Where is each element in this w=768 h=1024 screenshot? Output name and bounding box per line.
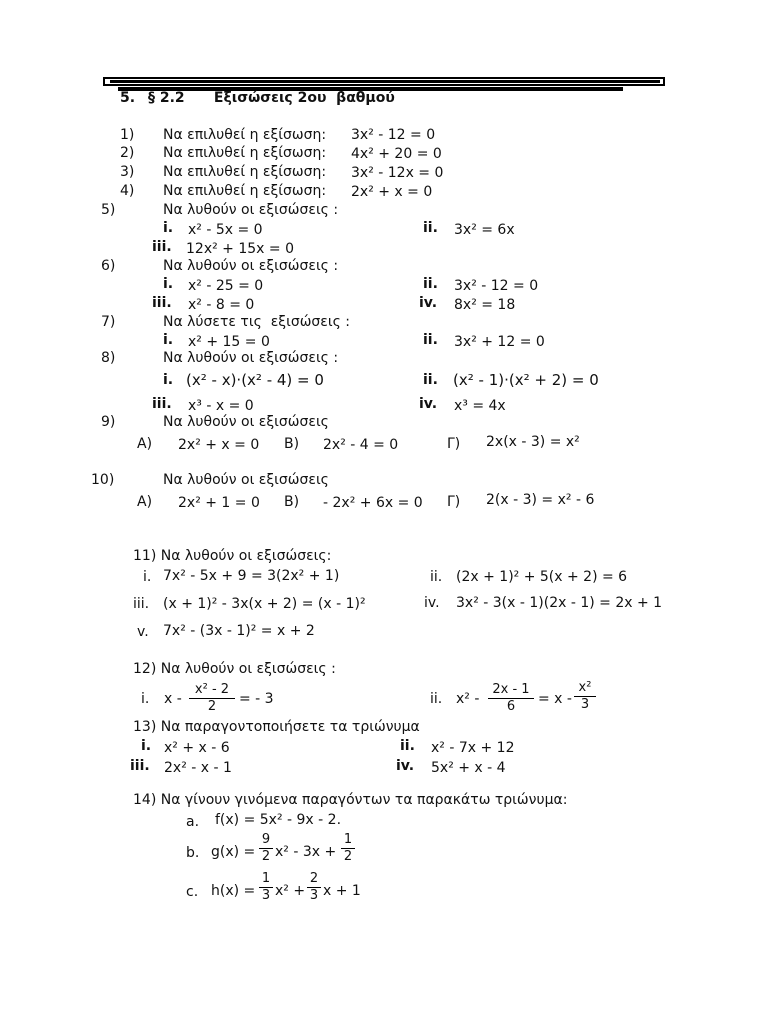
- sub-label: c.: [186, 884, 199, 900]
- item-number: 9): [101, 414, 116, 430]
- equation-part: x² -: [456, 691, 480, 707]
- denominator: 3: [580, 697, 590, 712]
- header-rule: [110, 80, 660, 83]
- denominator: 2: [207, 699, 217, 714]
- equation: 2(x - 3) = x² - 6: [486, 492, 595, 508]
- fraction: [259, 872, 273, 903]
- equation: 2x² - 4 = 0: [323, 437, 399, 453]
- equation: x² - 5x = 0: [188, 222, 263, 238]
- section-title: § 2.2 Εξισώσεις 2ου βαθμού: [148, 90, 395, 106]
- equation: - 2x² + 6x = 0: [323, 495, 423, 511]
- sub-label: iv.: [419, 295, 438, 311]
- sub-label: iii.: [130, 758, 150, 774]
- sub-label: ii.: [423, 332, 438, 348]
- sub-label: i.: [141, 738, 152, 754]
- equation: x² - 7x + 12: [431, 740, 515, 756]
- equation: 2x(x - 3) = x²: [486, 434, 580, 450]
- item-text: Να επιλυθεί η εξίσωση:: [163, 127, 327, 143]
- sub-label: Γ): [447, 494, 461, 510]
- item-text: Να λυθούν οι εξισώσεις: [163, 414, 329, 430]
- sub-label: iii.: [133, 596, 150, 612]
- equation: 3x² - 12x = 0: [351, 165, 444, 181]
- equation-part: g(x) =: [211, 844, 256, 860]
- sub-label: i.: [163, 372, 174, 388]
- item-number: 3): [120, 164, 135, 180]
- fraction: [307, 872, 321, 903]
- item-text: Να λυθούν οι εξισώσεις :: [163, 350, 339, 366]
- sub-label: iv.: [396, 758, 415, 774]
- equation: 3x² - 12 = 0: [454, 278, 539, 294]
- sub-label: v.: [137, 624, 149, 640]
- equation: x² + 15 = 0: [188, 334, 270, 350]
- item-text: 14) Να γίνουν γινόμενα παραγόντων τα παρακάτω τριώνυμα:: [133, 792, 568, 808]
- sub-label: iii.: [152, 396, 172, 412]
- item-text: 12) Να λυθούν οι εξισώσεις :: [133, 661, 336, 677]
- item-number: 7): [101, 314, 116, 330]
- sub-label: a.: [186, 814, 200, 830]
- fraction: [189, 683, 235, 714]
- item-text: Να επιλυθεί η εξίσωση:: [163, 164, 327, 180]
- equation-part: x² - 3x +: [275, 844, 337, 860]
- denominator: 3: [309, 888, 319, 903]
- equation-part: = x -: [538, 691, 572, 707]
- numerator: 1: [343, 832, 353, 847]
- item-text: Να λύσετε τις εξισώσεις :: [163, 314, 350, 330]
- sub-label: b.: [186, 845, 200, 861]
- item-text: 11) Να λυθούν οι εξισώσεις:: [133, 548, 332, 564]
- sub-label: ii.: [423, 372, 438, 388]
- sub-label: iv.: [419, 396, 438, 412]
- equation: 2x² + x = 0: [178, 437, 260, 453]
- sub-label: i.: [163, 332, 174, 348]
- equation-part: = - 3: [239, 691, 274, 707]
- item-number: 8): [101, 350, 116, 366]
- equation: x³ - x = 0: [188, 398, 254, 414]
- sub-label: iii.: [152, 295, 172, 311]
- numerator: 9: [261, 832, 271, 847]
- sub-label: Α): [137, 494, 153, 510]
- denominator: 2: [261, 849, 271, 864]
- item-number: 4): [120, 183, 135, 199]
- item-text: Να επιλυθεί η εξίσωση:: [163, 183, 327, 199]
- equation: 4x² + 20 = 0: [351, 146, 442, 162]
- fraction: [488, 683, 534, 714]
- equation: 8x² = 18: [454, 297, 516, 313]
- item-text: Να λυθούν οι εξισώσεις :: [163, 258, 339, 274]
- fraction: [259, 833, 273, 864]
- sub-label: Β): [284, 494, 300, 510]
- item-number: 10): [91, 472, 115, 488]
- equation: x² - 25 = 0: [188, 278, 264, 294]
- equation: x² + x - 6: [164, 740, 230, 756]
- equation-part: x + 1: [323, 883, 361, 899]
- equation: (x² - 1)·(x² + 2) = 0: [453, 371, 599, 389]
- equation: 3x² - 12 = 0: [351, 127, 436, 143]
- item-text: 13) Να παραγοντοποιήσετε τα τριώνυμα: [133, 719, 420, 735]
- section-number: 5.: [120, 90, 136, 106]
- item-text: Να λυθούν οι εξισώσεις: [163, 472, 329, 488]
- numerator: 1: [261, 871, 271, 886]
- numerator: 2: [309, 871, 319, 886]
- equation: 3x² + 12 = 0: [454, 334, 545, 350]
- equation: (x + 1)² - 3x(x + 2) = (x - 1)²: [163, 596, 366, 612]
- sub-label: iv.: [424, 595, 440, 611]
- equation: 2x² - x - 1: [164, 760, 232, 776]
- equation: x³ = 4x: [454, 398, 506, 414]
- sub-label: i.: [143, 569, 152, 585]
- numerator: x²: [578, 680, 592, 695]
- equation: f(x) = 5x² - 9x - 2.: [215, 812, 342, 828]
- sub-label: ii.: [423, 276, 438, 292]
- equation: 3x² - 3(x - 1)(2x - 1) = 2x + 1: [456, 595, 663, 611]
- sub-label: ii.: [430, 569, 443, 585]
- fraction: [574, 681, 596, 712]
- denominator: 6: [506, 699, 516, 714]
- item-number: 6): [101, 258, 116, 274]
- equation: x² - 8 = 0: [188, 297, 255, 313]
- item-number: 5): [101, 202, 116, 218]
- equation: (2x + 1)² + 5(x + 2) = 6: [456, 569, 628, 585]
- equation: 7x² - 5x + 9 = 3(2x² + 1): [163, 568, 340, 584]
- sub-label: i.: [163, 220, 174, 236]
- denominator: 3: [261, 888, 271, 903]
- equation: 7x² - (3x - 1)² = x + 2: [163, 623, 315, 639]
- sub-label: Α): [137, 436, 153, 452]
- equation: (x² - x)·(x² - 4) = 0: [186, 371, 324, 389]
- sub-label: Γ): [447, 436, 461, 452]
- equation: 3x² = 6x: [454, 222, 515, 238]
- fraction: [341, 833, 355, 864]
- sub-label: ii.: [400, 738, 415, 754]
- equation: 2x² + 1 = 0: [178, 495, 260, 511]
- equation: 12x² + 15x = 0: [186, 241, 294, 257]
- equation-part: x -: [164, 691, 182, 707]
- sub-label: ii.: [423, 220, 438, 236]
- sub-label: i.: [141, 691, 150, 707]
- equation-part: h(x) =: [211, 883, 256, 899]
- item-number: 2): [120, 145, 135, 161]
- item-number: 1): [120, 127, 135, 143]
- sub-label: i.: [163, 276, 174, 292]
- denominator: 2: [343, 849, 353, 864]
- item-text: Να λυθούν οι εξισώσεις :: [163, 202, 339, 218]
- equation: 5x² + x - 4: [431, 760, 506, 776]
- equation-part: x² +: [275, 883, 306, 899]
- numerator: 2x - 1: [492, 682, 530, 697]
- item-text: Να επιλυθεί η εξίσωση:: [163, 145, 327, 161]
- equation: 2x² + x = 0: [351, 184, 433, 200]
- sub-label: Β): [284, 436, 300, 452]
- sub-label: ii.: [430, 691, 443, 707]
- sub-label: iii.: [152, 239, 172, 255]
- numerator: x² - 2: [194, 682, 230, 697]
